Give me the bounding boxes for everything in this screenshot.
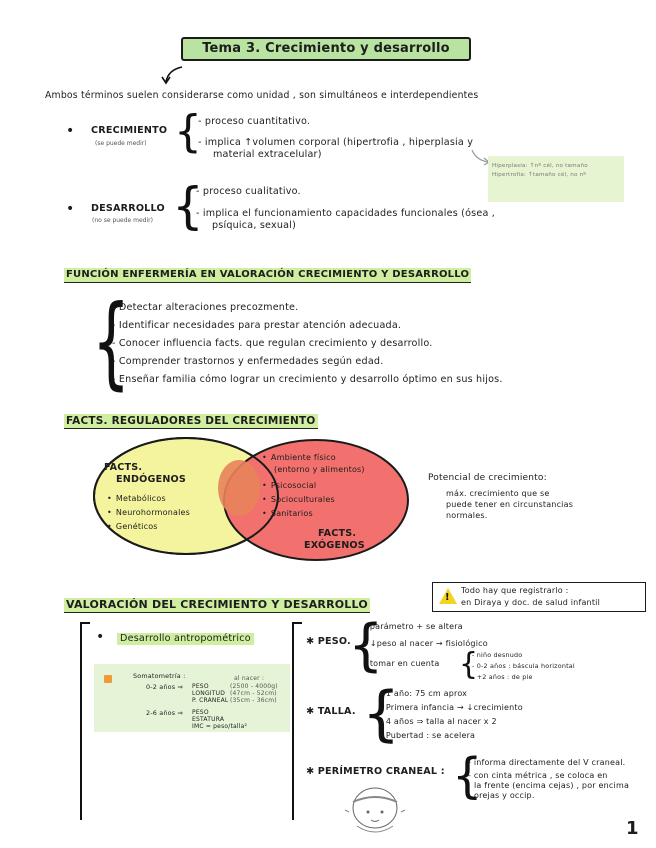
brace-icon: {: [92, 283, 131, 400]
desarrollo-line-2: - implica el funcionamiento capacidades funcionales (ósea ,: [196, 208, 496, 219]
somatometria-title: Somatometría :: [133, 672, 186, 680]
crecimiento-line-1: - proceso cuantitativo.: [198, 116, 311, 127]
exo-item-2: • Psicosocial: [262, 481, 316, 491]
baby-head-sketch: [343, 782, 407, 838]
desarrollo-line-3: psíquica, sexual): [212, 220, 297, 231]
exo-item-1: • Ambiente físico: [262, 453, 336, 463]
desarrollo-label: DESARROLLO: [91, 203, 165, 214]
peso-sub-1: - niño desnudo: [472, 651, 523, 659]
left-bracket: [80, 624, 82, 820]
perimetro-line-1: - informa directamente del V craneal.: [468, 758, 626, 767]
note-line-1: Hiperplasia: ↑nº cél, no tamaño: [492, 163, 588, 169]
right-bracket: [292, 624, 294, 820]
brace-icon: {: [174, 106, 202, 157]
note-box: [488, 156, 624, 202]
peso-line-2: - ↓peso al nacer → fisiológico: [364, 639, 488, 648]
bullet-icon: •: [66, 201, 75, 217]
brace-icon: {: [362, 679, 401, 749]
row1-value-0: al nacer :: [234, 675, 265, 682]
intro-text: Ambos términos suelen considerarse como unidad , son simultáneos e interdependientes: [45, 90, 479, 101]
row2-label: 2-6 años ⇒: [146, 709, 184, 717]
crecimiento-line-3: material extracelular): [213, 149, 322, 160]
peso-line-1: - parámetro + se altera: [364, 622, 463, 631]
row1-item-2: LONGITUD: [192, 690, 226, 697]
venn-overlap-fill: [218, 460, 260, 516]
funcion-item-3: - Conocer influencia facts. que regulan crecimiento y desarrollo.: [112, 338, 433, 349]
peso-sub-3: - +2 años : de pie: [472, 673, 533, 681]
warning-line-2: en Diraya y doc. de salud infantil: [461, 598, 601, 607]
row1-item-1: PESO: [192, 683, 209, 690]
peso-label: ✱ PESO.: [306, 636, 351, 647]
brace-icon: {: [172, 177, 204, 235]
funcion-item-2: - Identificar necesidades para prestar atención adecuada.: [112, 320, 402, 331]
factores-heading: FACTS. REGULADORES DEL CRECIMIENTO: [66, 415, 316, 427]
desarrollo-sub: (no se puede medir): [92, 217, 153, 224]
perimetro-line-3: la frente (encima cejas) , por encima: [474, 781, 630, 790]
peso-label-text: PESO.: [317, 636, 351, 647]
note-line-2: Hipertrofia: ↑tamaño cél, no nº: [492, 172, 587, 178]
perimetro-label-text: PERÍMETRO CRANEAL :: [317, 766, 445, 777]
talla-line-2: - Primera infancia → ↓crecimiento: [380, 703, 523, 712]
funcion-item-4: - Comprender trastornos y enfermedades según edad.: [112, 356, 384, 367]
page-title: Tema 3. Crecimiento y desarrollo: [181, 37, 471, 61]
warning-line-1: Todo hay que registrarlo :: [461, 586, 569, 595]
crecimiento-line-2: - implica ↑volumen corporal (hipertrofia , hiperplasia y: [198, 137, 474, 148]
exo-item-3: • Socioculturales: [262, 495, 335, 505]
antropometrico-label: Desarrollo antropométrico: [117, 633, 254, 645]
row1-value-3: (35cm - 36cm): [230, 697, 277, 704]
talla-line-3: - 4 años ⇒ talla al nacer x 2: [380, 717, 497, 726]
endo-item-3: • Genéticos: [107, 522, 158, 532]
peso-sub-2: - 0-2 años : báscula horizontal: [472, 662, 575, 670]
exo-title-2: EXÓGENOS: [304, 540, 365, 551]
crecimiento-label: CRECIMIENTO: [91, 125, 168, 136]
exo-item-1-sub: (entorno y alimentos): [274, 465, 365, 474]
endo-item-2: • Neurohormonales: [107, 508, 190, 518]
pin-icon: [104, 675, 112, 683]
funcion-item-1: - Detectar alteraciones precozmente.: [112, 302, 299, 313]
talla-line-4: - Pubertad : se acelera: [380, 731, 476, 740]
row1-item-3: P. CRANEAL: [192, 697, 229, 704]
row2-item-1: PESO: [192, 709, 209, 716]
perimetro-line-4: orejas y occip.: [474, 791, 535, 800]
endo-title-2: ENDÓGENOS: [116, 474, 187, 485]
talla-line-1: - 1 año: 75 cm aprox: [380, 689, 468, 698]
talla-label: ✱ TALLA.: [306, 706, 356, 717]
row1-label: 0-2 años ⇒: [146, 683, 184, 691]
potencial-line-3: normales.: [446, 511, 488, 520]
funcion-heading: FUNCIÓN ENFERMERÍA EN VALORACIÓN CRECIMIENTO Y DESARROLLO: [64, 268, 471, 283]
brace-icon: {: [348, 613, 384, 678]
row2-item-3: IMC = peso/talla²: [192, 723, 248, 730]
potencial-line-2: puede tener en circunstancias: [446, 500, 574, 509]
brace-icon: {: [459, 647, 479, 682]
row2-item-2: ESTATURA: [192, 716, 225, 723]
peso-line-3: - tomar en cuenta: [364, 659, 440, 668]
curved-arrow-icon: [158, 64, 186, 86]
endo-title-1: FACTS.: [104, 462, 143, 473]
funcion-item-5: - Enseñar familia cómo lograr un crecimiento y desarrollo óptimo en sus hijos.: [112, 374, 503, 385]
row1-value-1: (2500 - 4000g): [230, 683, 278, 690]
exo-title-1: FACTS.: [318, 528, 357, 539]
talla-label-text: TALLA.: [317, 706, 356, 717]
potencial-title: Potencial de crecimiento:: [428, 473, 547, 483]
crecimiento-sub: (se puede medir): [95, 140, 147, 147]
perimetro-label: ✱ PERÍMETRO CRANEAL :: [306, 766, 445, 777]
brace-icon: {: [452, 748, 483, 804]
bullet-icon: •: [96, 629, 105, 645]
exo-item-4: • Sanitarios: [262, 509, 313, 519]
row1-value-2: (47cm - 52cm): [230, 690, 277, 697]
endo-item-1: • Metabólicos: [107, 494, 166, 504]
potencial-line-1: máx. crecimiento que se: [446, 489, 550, 498]
warning-box: ! Todo hay que registrarlo : en Diraya y doc. de salud infantil: [432, 582, 646, 612]
bullet-icon: •: [66, 123, 75, 139]
page-number: 1: [626, 818, 639, 839]
perimetro-line-2: - con cinta métrica , se coloca en: [468, 771, 608, 780]
valoracion-heading: VALORACIÓN DEL CRECIMIENTO Y DESARROLLO: [66, 598, 368, 611]
desarrollo-line-1: - proceso cualitativo.: [196, 186, 301, 197]
